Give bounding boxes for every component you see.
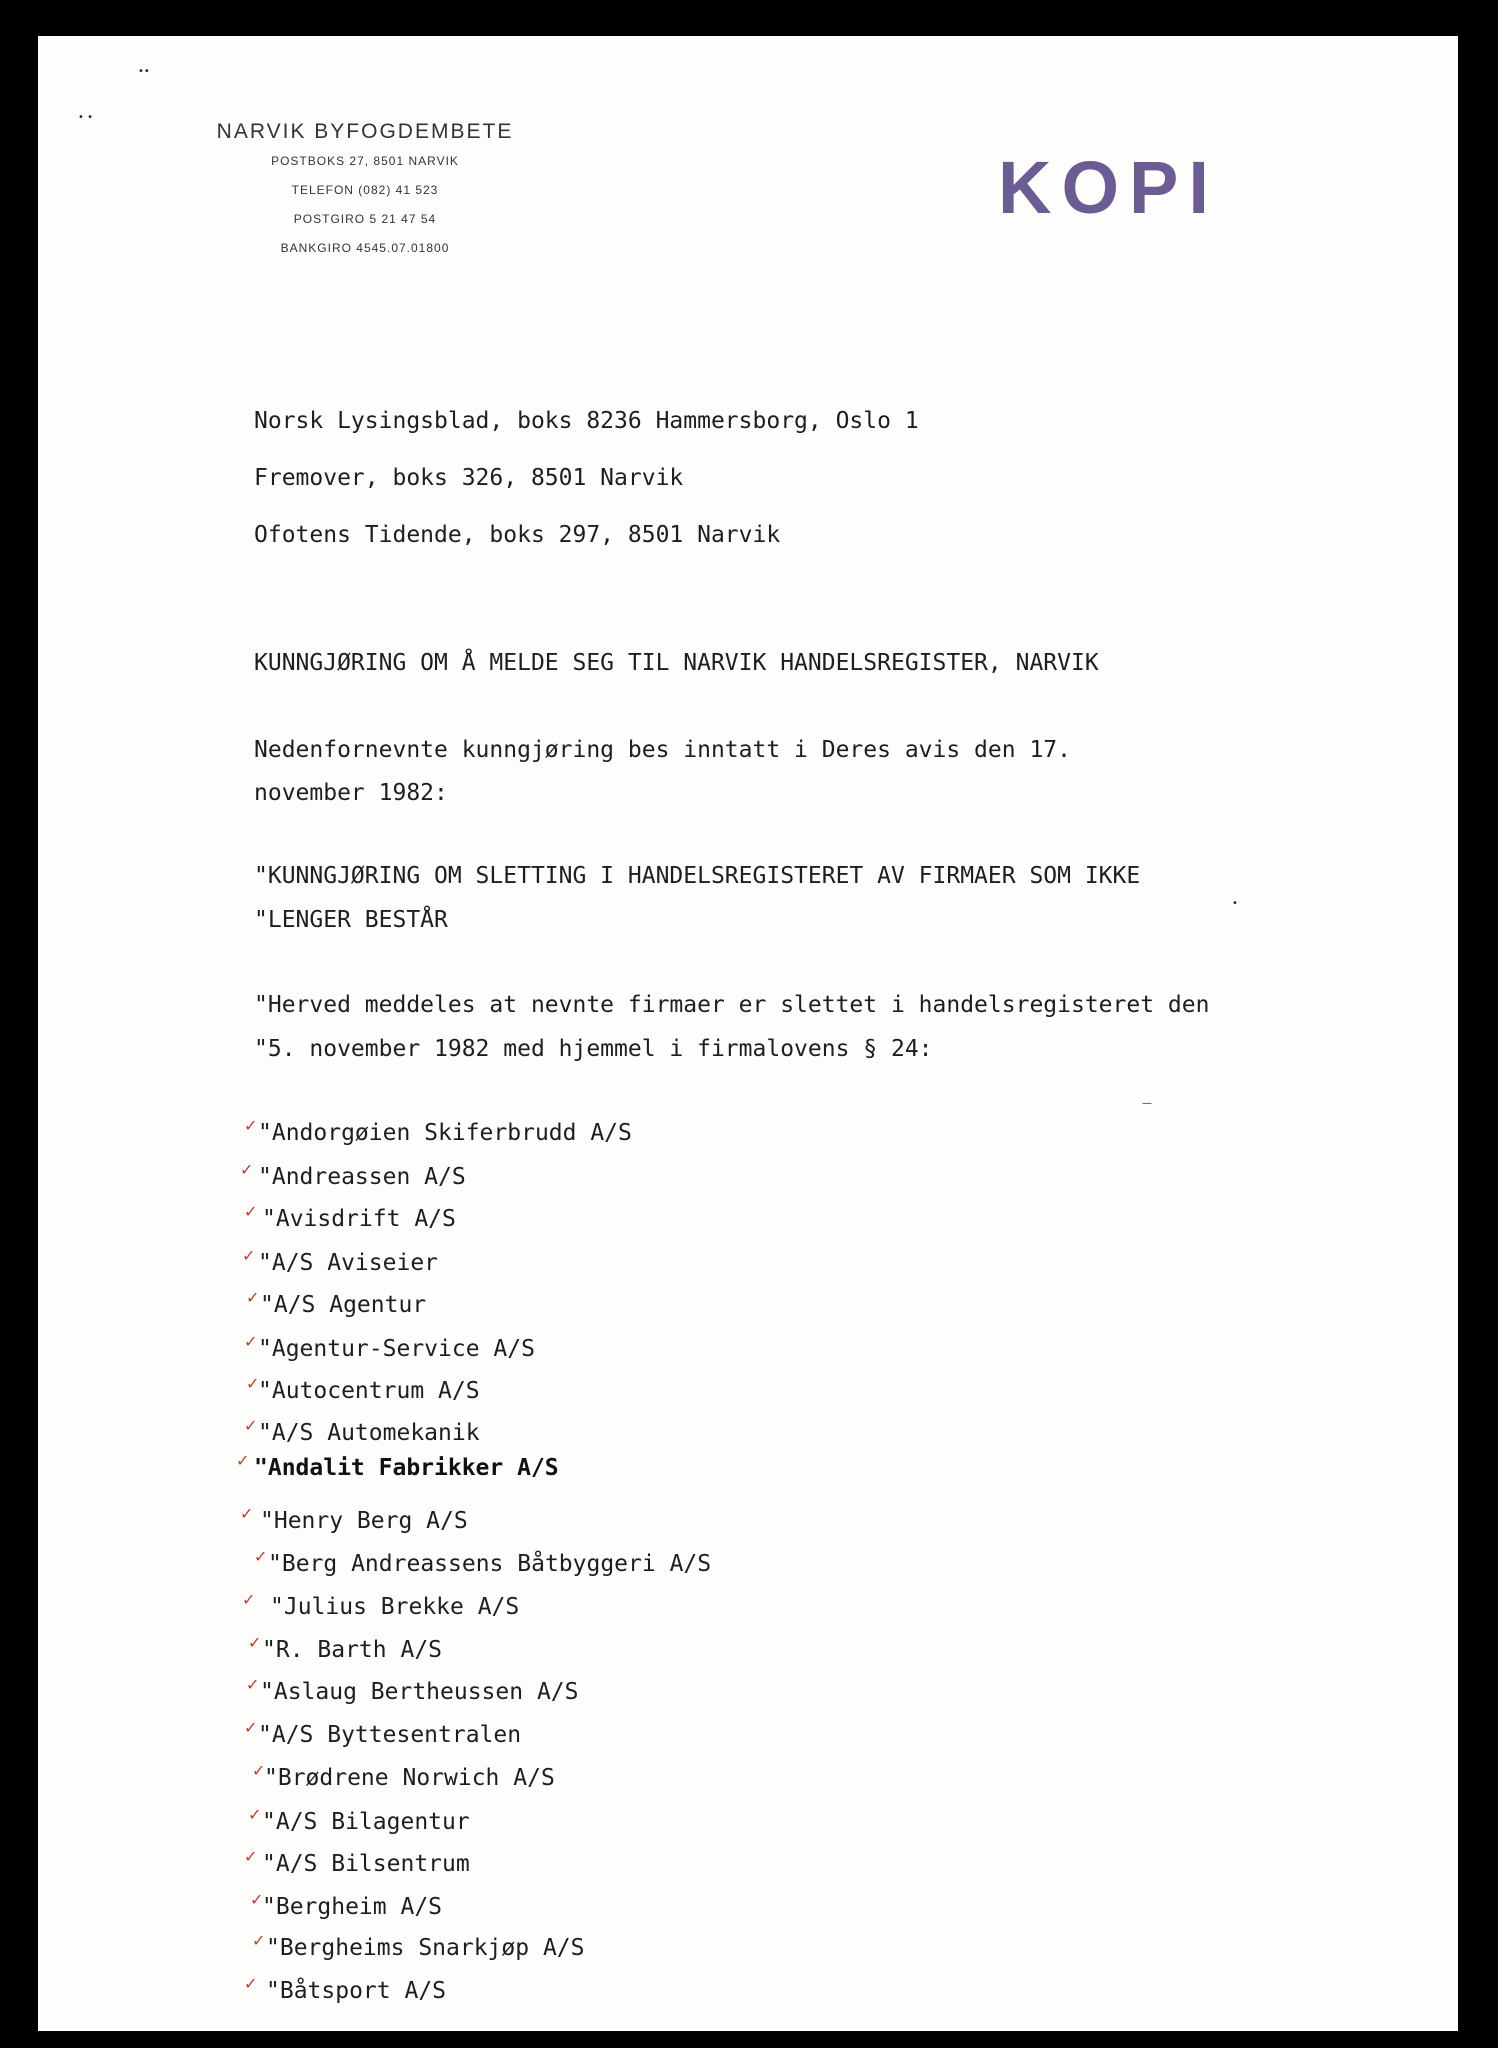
recipient-2: Fremover, boks 326, 8501 Narvik bbox=[254, 465, 684, 491]
check-mark-icon: ✓ bbox=[244, 1847, 258, 1866]
check-mark-icon: ✓ bbox=[250, 1890, 264, 1909]
firm-item: "R. Barth A/S bbox=[262, 1637, 443, 1663]
firm-item: "Julius Brekke A/S bbox=[270, 1594, 520, 1620]
check-mark-icon: ✓ bbox=[254, 1547, 268, 1566]
firm-item: "Aslaug Bertheussen A/S bbox=[260, 1679, 579, 1705]
firm-item: "Berg Andreassens Båtbyggeri A/S bbox=[268, 1551, 712, 1577]
check-mark-icon: ✓ bbox=[240, 1504, 254, 1523]
firm-item: "Bergheims Snarkjøp A/S bbox=[266, 1935, 585, 1961]
firm-item: "Bergheim A/S bbox=[262, 1894, 443, 1920]
check-mark-icon: ✓ bbox=[236, 1451, 250, 1470]
firm-item: "Andorgøien Skiferbrudd A/S bbox=[258, 1120, 632, 1146]
check-mark-icon: ✓ bbox=[244, 1332, 258, 1351]
firm-item: "Autocentrum A/S bbox=[258, 1378, 480, 1404]
check-mark-icon: ✓ bbox=[248, 1633, 262, 1652]
check-mark-icon: ✓ bbox=[244, 1718, 258, 1737]
check-mark-icon: ✓ bbox=[246, 1374, 260, 1393]
recipient-1: Norsk Lysingsblad, boks 8236 Hammersborg, Oslo 1 bbox=[254, 408, 919, 434]
letterhead-telefon: TELEFON (082) 41 523 bbox=[291, 183, 439, 197]
firm-item: "A/S Byttesentralen bbox=[258, 1722, 522, 1748]
check-mark-icon: ✓ bbox=[240, 1160, 254, 1179]
firm-item: "A/S Agentur bbox=[260, 1292, 427, 1318]
check-mark-icon: ✓ bbox=[246, 1675, 260, 1694]
check-mark-icon: ✓ bbox=[244, 1202, 258, 1221]
check-mark-icon: ✓ bbox=[244, 1116, 258, 1135]
firm-item: "A/S Bilagentur bbox=[262, 1809, 470, 1835]
firm-item: "Andreassen A/S bbox=[258, 1164, 466, 1190]
firm-item: "Agentur-Service A/S bbox=[258, 1336, 535, 1362]
intro-line-1: Nedenfornevnte kunngjøring bes inntatt i Deres avis den 17. bbox=[254, 737, 1071, 763]
letterhead-name: NARVIK BYFOGDEMBETE bbox=[216, 120, 514, 143]
firm-item: "Andalit Fabrikker A/S bbox=[254, 1455, 559, 1481]
check-mark-icon: ✓ bbox=[248, 1805, 262, 1824]
check-mark-icon: ✓ bbox=[252, 1761, 266, 1780]
subject-line: KUNNGJØRING OM Å MELDE SEG TIL NARVIK HANDELSREGISTER, NARVIK bbox=[254, 650, 1099, 676]
firm-item: "Henry Berg A/S bbox=[260, 1508, 468, 1534]
firm-item: "A/S Automekanik bbox=[258, 1420, 480, 1446]
check-mark-icon: ✓ bbox=[246, 1288, 260, 1307]
check-mark-icon: ✓ bbox=[252, 1931, 266, 1950]
check-mark-icon: ✓ bbox=[242, 1246, 256, 1265]
check-mark-icon: ✓ bbox=[244, 1416, 258, 1435]
firm-item: "Brødrene Norwich A/S bbox=[264, 1765, 555, 1791]
firm-item: "A/S Aviseier bbox=[258, 1250, 439, 1276]
kopi-stamp: KOPI bbox=[998, 146, 1219, 229]
letterhead-postboks: POSTBOKS 27, 8501 NARVIK bbox=[271, 154, 459, 168]
announcement-title-1: "KUNNGJØRING OM SLETTING I HANDELSREGISTERET AV FIRMAER SOM IKKE bbox=[254, 863, 1141, 889]
announcement-body-2: "5. november 1982 med hjemmel i firmalovens § 24: bbox=[254, 1036, 933, 1062]
announcement-body-1: "Herved meddeles at nevnte firmaer er slettet i handelsregisteret den bbox=[254, 992, 1210, 1018]
announcement-title-2: "LENGER BESTÅR bbox=[254, 907, 448, 933]
recipient-3: Ofotens Tidende, boks 297, 8501 Narvik bbox=[254, 522, 781, 548]
intro-line-2: november 1982: bbox=[254, 780, 448, 806]
letterhead-postgiro: POSTGIRO 5 21 47 54 bbox=[293, 212, 437, 226]
letterhead-bankgiro: BANKGIRO 4545.07.01800 bbox=[280, 241, 450, 255]
firm-item: "A/S Bilsentrum bbox=[262, 1851, 470, 1877]
check-mark-icon: ✓ bbox=[242, 1590, 256, 1609]
letterhead bbox=[175, 120, 555, 270]
check-mark-icon: ✓ bbox=[244, 1974, 258, 1993]
firm-item: "Båtsport A/S bbox=[266, 1978, 447, 2004]
firm-item: "Avisdrift A/S bbox=[262, 1206, 456, 1232]
